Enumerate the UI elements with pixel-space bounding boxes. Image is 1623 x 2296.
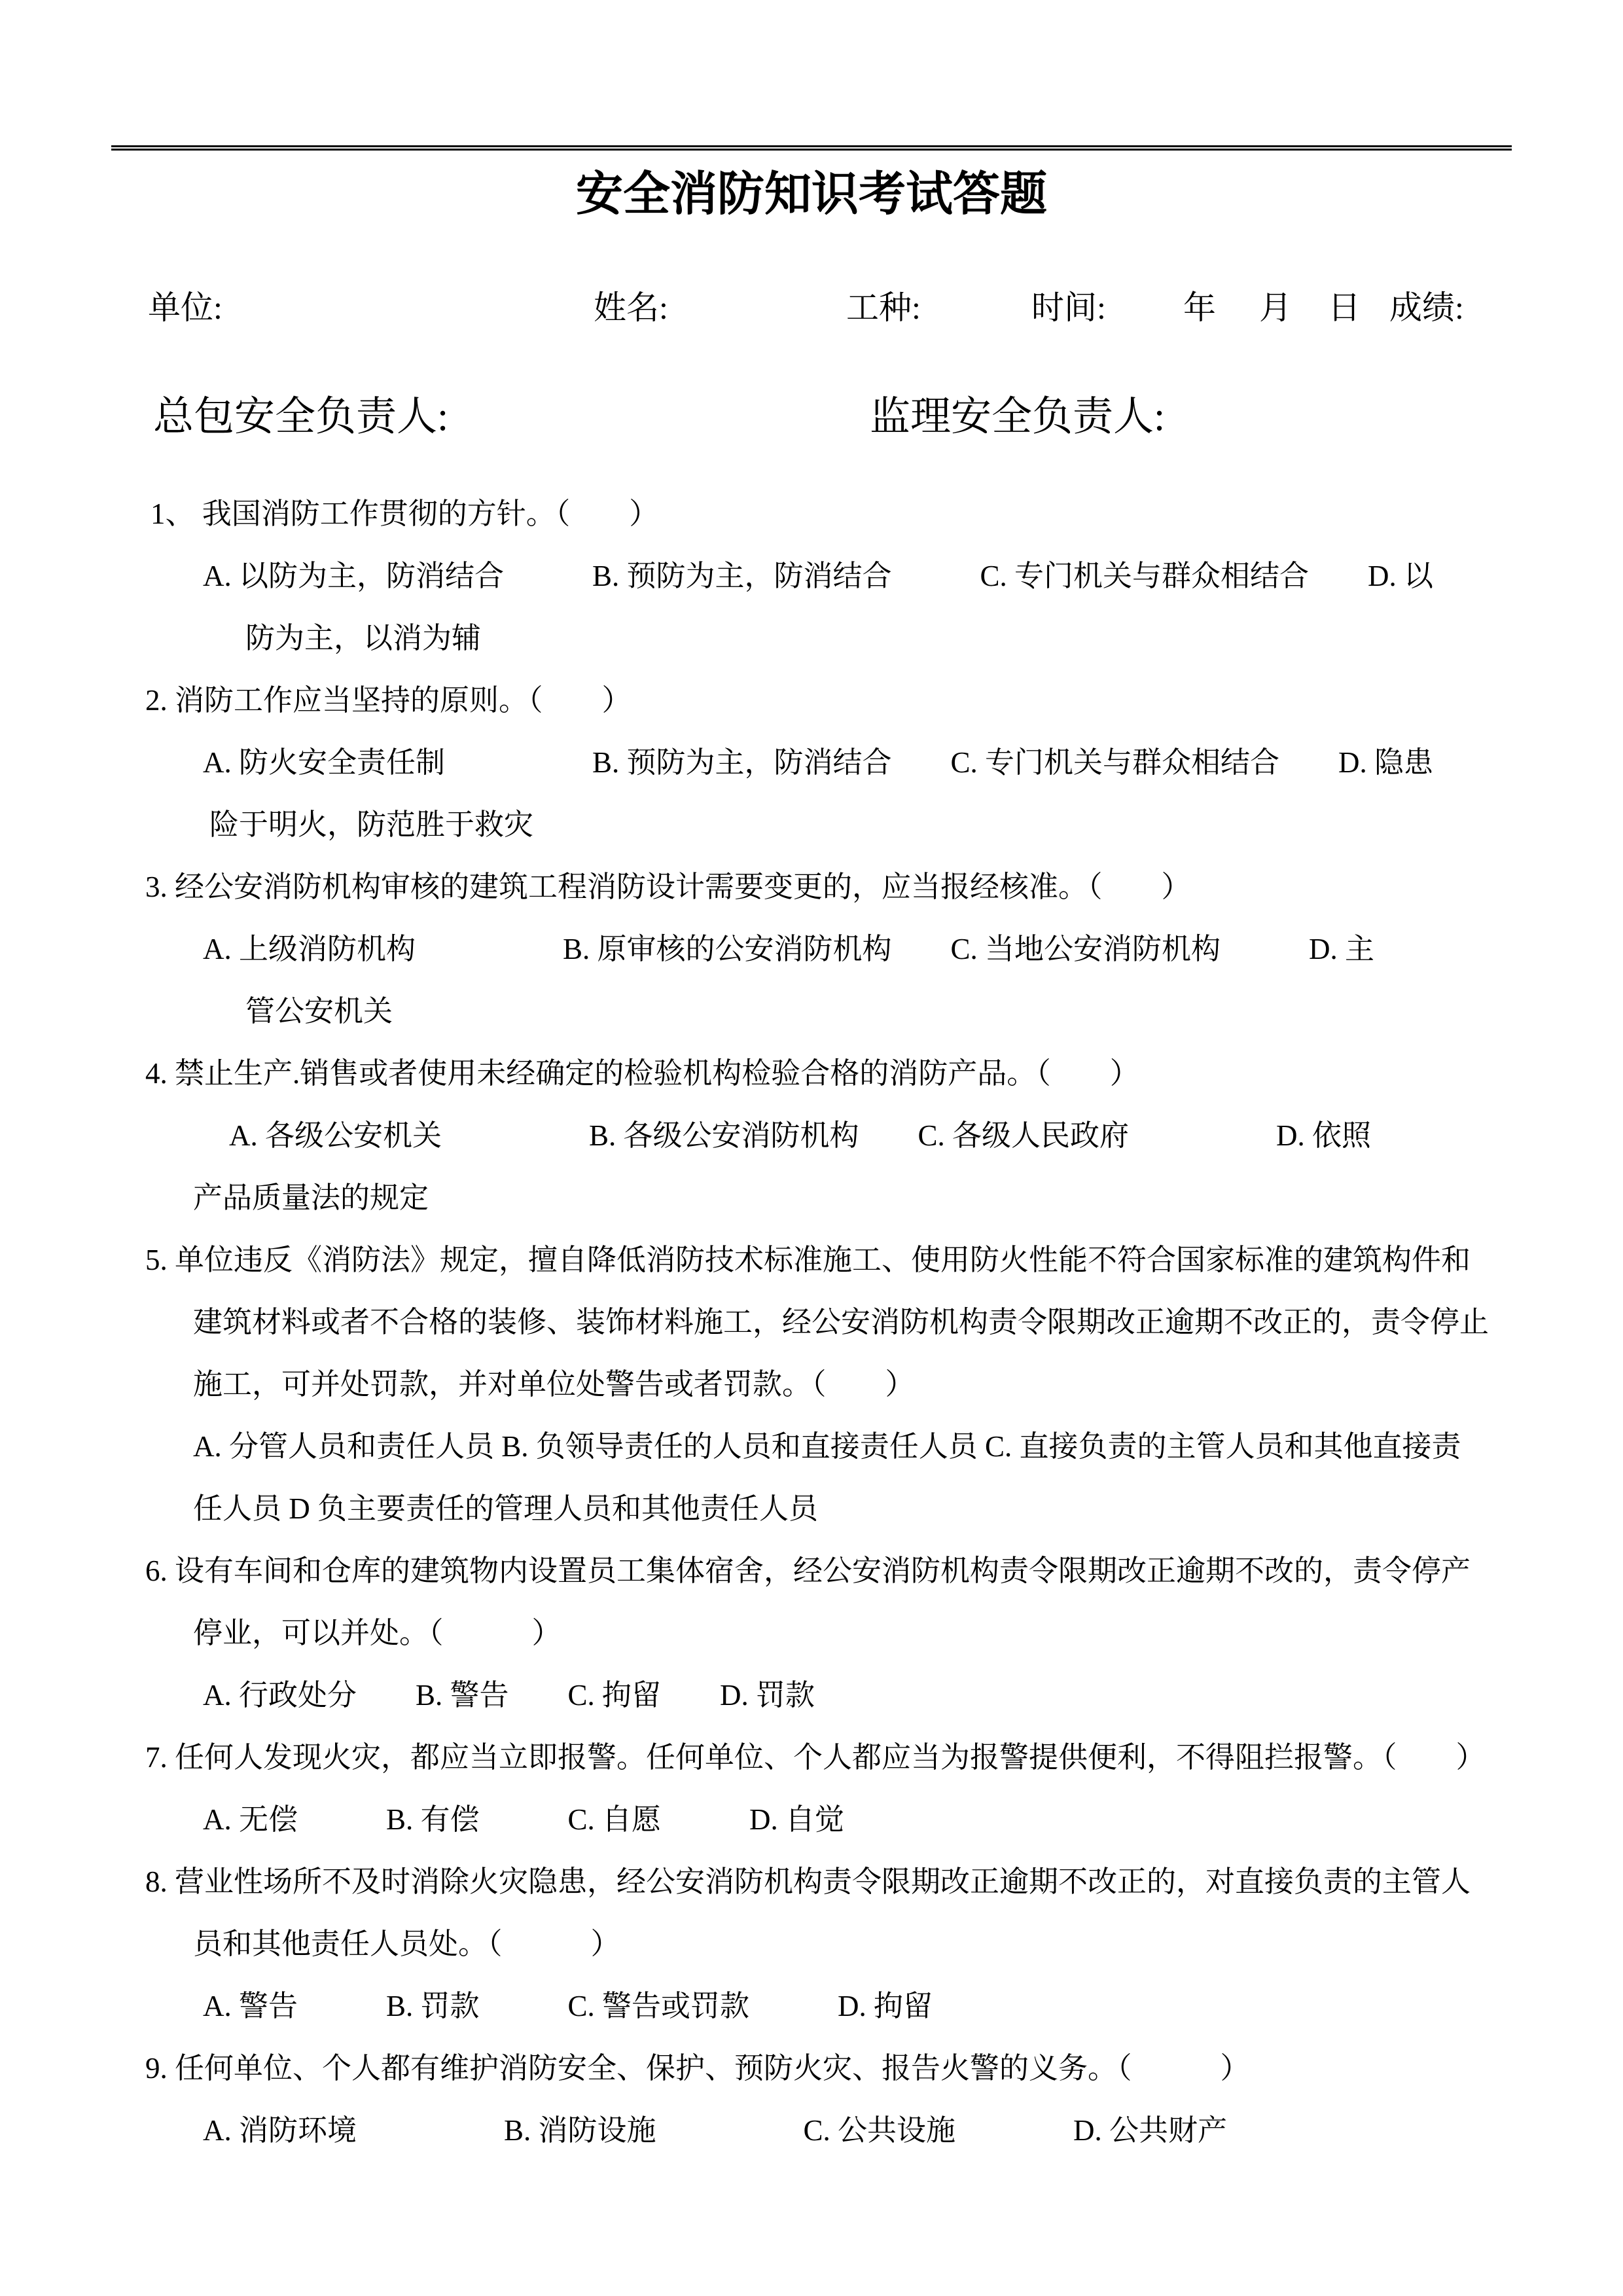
question-1-options-continuation: 防为主，以消为辅 [245,622,482,655]
question-6-stem-line-1: 6. 设有车间和仓库的建筑物内设置员工集体宿舍，经公安消防机构责令限期改正逾期不改的，责令停产 [145,1554,1471,1587]
question-1-stem: 1、 我国消防工作贯彻的方针。（ ） [151,497,659,530]
supervision-safety-officer-label: 监理安全负责人: [870,395,1166,439]
question-2-options-continuation: 险于明火，防范胜于救灾 [209,808,534,841]
question-2-options: A. 防火安全责任制 B. 预防为主，防消结合 C. 专门机关与群众相结合 D. 隐患 [203,746,1434,779]
question-5-options: A. 分管人员和责任人员 B. 负领导责任的人员和直接责任人员 C. 直接负责的主管人员和其他直接责 [193,1430,1461,1463]
question-6-options: A. 行政处分 B. 警告 C. 拘留 D. 罚款 [203,1679,815,1712]
question-6-stem-line-2: 停业，可以并处。（ ） [193,1617,562,1649]
question-9-stem: 9. 任何单位、个人都有维护消防安全、保护、预防火灾、报告火警的义务。（ ） [145,2052,1250,2085]
question-3-options: A. 上级消防机构 B. 原审核的公安消防机构 C. 当地公安消防机构 D. 主 [203,933,1375,965]
field-score-label: 成绩: [1389,289,1464,326]
question-3-options-continuation: 管公安机关 [245,995,393,1028]
field-name-label: 姓名: [594,289,668,326]
question-7-stem: 7. 任何人发现火灾，都应当立即报警。任何单位、个人都应当为报警提供便利，不得阻拦报警。（ ） [145,1741,1486,1774]
contractor-safety-officer-label: 总包安全负责人: [153,395,449,439]
question-5-stem-line-2: 建筑材料或者不合格的装修、装饰材料施工，经公安消防机构责令限期改正逾期不改正的，责令停止 [193,1306,1489,1338]
question-5-stem-line-3: 施工，可并处罚款，并对单位处警告或者罚款。（ ） [193,1368,915,1401]
page-title: 安全消防知识考试答题 [575,168,1047,221]
question-7-options: A. 无偿 B. 有偿 C. 自愿 D. 自觉 [203,1803,845,1836]
field-day-label: 日 [1328,289,1361,326]
question-4-options-continuation: 产品质量法的规定 [193,1181,429,1214]
question-1-options: A. 以防为主，防消结合 B. 预防为主，防消结合 C. 专门机关与群众相结合 D. 以 [203,560,1434,592]
field-time-label: 时间: [1031,289,1106,326]
question-5-stem-line-1: 5. 单位违反《消防法》规定，擅自降低消防技术标准施工、使用防火性能不符合国家标准的建筑构件和 [145,1244,1471,1276]
question-2-stem: 2. 消防工作应当坚持的原则。（ ） [145,684,632,717]
field-year-label: 年 [1183,289,1216,326]
question-3-stem: 3. 经公安消防机构审核的建筑工程消防设计需要变更的，应当报经核准。（ ） [145,870,1191,903]
question-8-options: A. 警告 B. 罚款 C. 警告或罚款 D. 拘留 [203,1990,933,2022]
question-9-options: A. 消防环境 B. 消防设施 C. 公共设施 D. 公共财产 [203,2114,1228,2147]
header-rule [111,145,1512,151]
question-4-stem: 4. 禁止生产.销售或者使用未经确定的检验机构检验合格的消防产品。（ ） [145,1057,1139,1090]
field-month-label: 月 [1259,289,1292,326]
question-4-options: A. 各级公安机关 B. 各级公安消防机构 C. 各级人民政府 D. 依照 [229,1119,1372,1152]
question-8-stem-line-2: 员和其他责任人员处。（ ） [193,1928,620,1960]
question-5-options-continuation: 任人员 D 负主要责任的管理人员和其他责任人员 [193,1492,818,1525]
field-unit-label: 单位: [148,289,223,326]
question-8-stem-line-1: 8. 营业性场所不及时消除火灾隐患，经公安消防机构责令限期改正逾期不改正的，对直接负责的主管人 [145,1865,1471,1898]
field-trade-label: 工种: [846,289,921,326]
